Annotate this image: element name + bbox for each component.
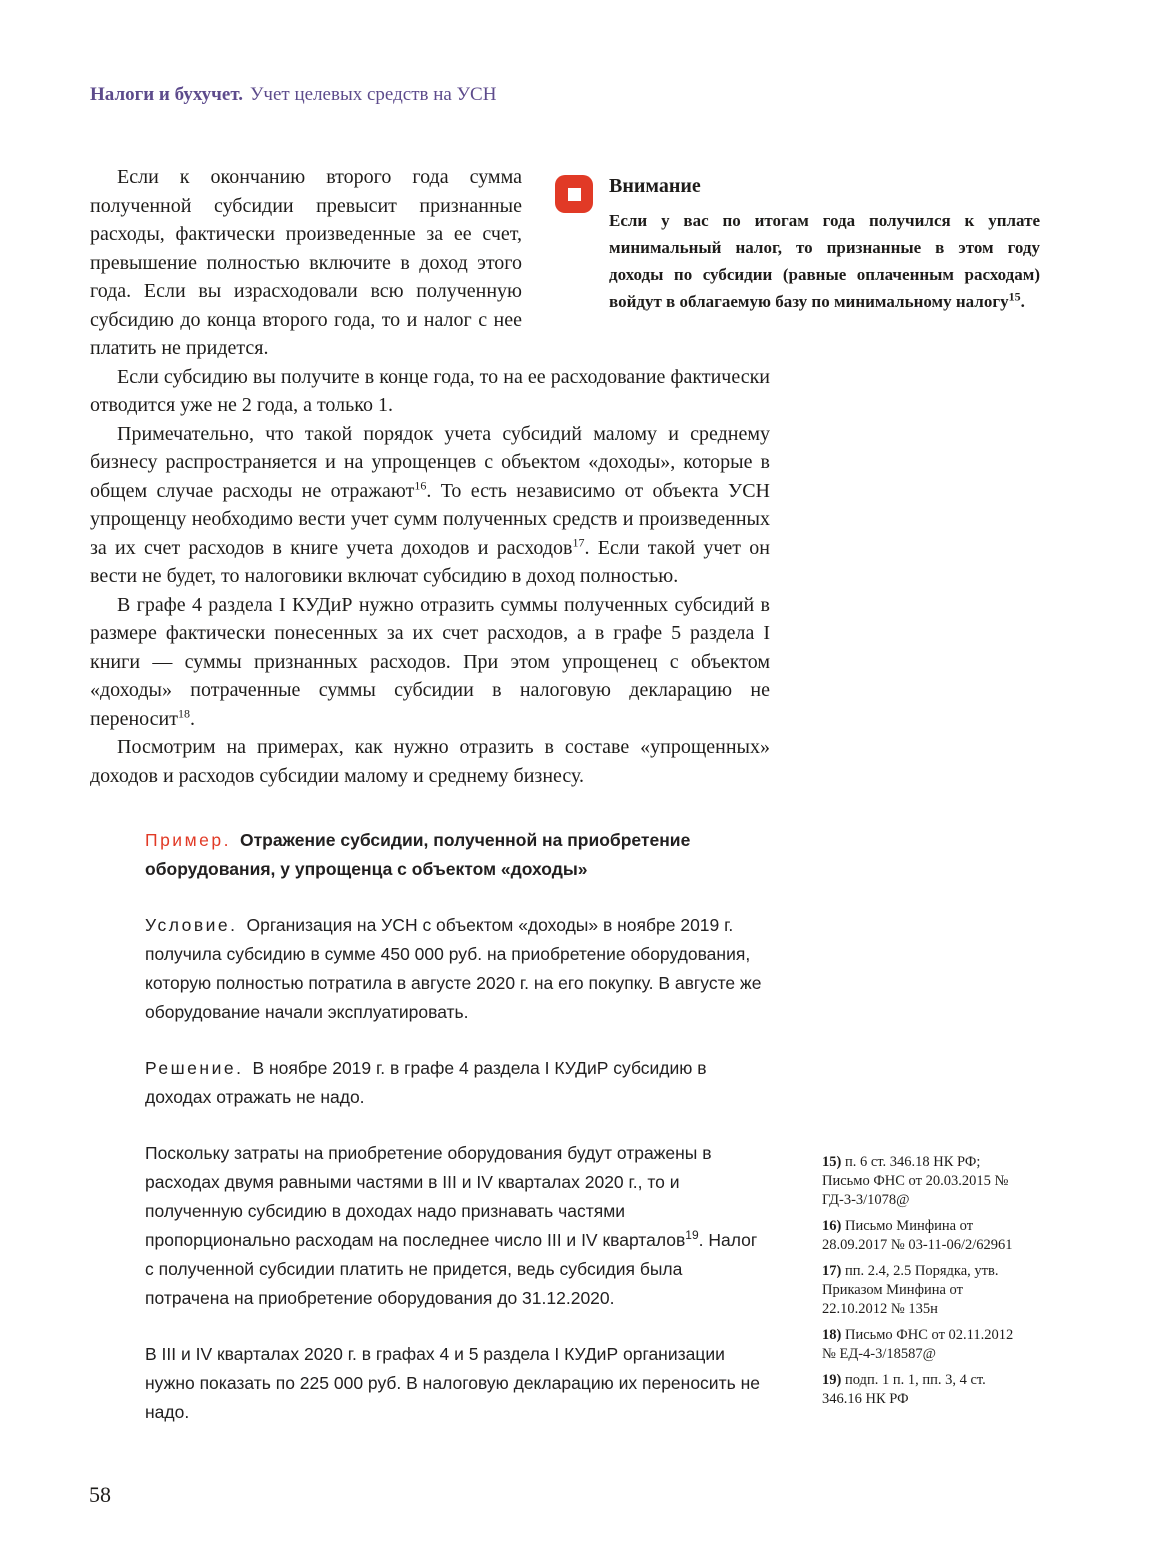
footnote-text: пп. 2.4, 2.5 Порядка, утв. Приказом Минфина от 22.10.2012 № 135н [822,1263,999,1317]
footnote-text: Письмо ФНС от 02.11.2012 № ЕД-4-3/18587@ [822,1327,1014,1362]
paragraph-text: Примечательно, что такой порядок учета субсидий малому и среднему бизнесу распространяется и на упрощенцев с объектом «доходы», которые в общем случае расходы не отражают [90,422,770,502]
paragraph-text: . Если такой учет он вести не будет, то налоговики включат субсидию в доход полностью. [90,536,770,587]
example-solution [145,1054,770,1112]
paragraph [90,420,770,591]
footnotes-column [822,1153,1020,1416]
footnote-number: 15) [822,1154,842,1170]
paragraph-text: . То есть независимо от объекта УСН упрощенцу необходимо вести учет сумм полученных средств и произведенных за их счет расходов в книге учета доходов и расходов [90,479,770,559]
footnote-number: 16) [822,1218,842,1234]
page-number: 58 [89,1482,111,1507]
paragraph [90,591,770,734]
running-head-article: Учет целевых средств на УСН [249,84,497,105]
example-paragraph: В III и IV кварталах 2020 г. в графах 4 и 5 раздела I КУДиР организации нужно показать по 225 000 руб. В налоговую декларацию их переносить не надо. [145,1344,760,1422]
running-head-section: Налоги и бухучет. [90,84,243,105]
attention-icon-inner-square [568,188,581,201]
footnote-ref: 18 [177,705,190,720]
example-title [145,826,770,884]
paragraph-text: В ноябре 2019 г. в графе 4 раздела I КУДиР субсидию в доходах отражать не надо. [145,1058,707,1107]
footnote-number: 19) [822,1372,842,1388]
footnote-text: Письмо Минфина от 28.09.2017 № 03-11-06/2/62961 [822,1218,1013,1253]
paragraph-text: В графе 4 раздела I КУДиР нужно отразить суммы полученных субсидий в размере фактически понесенных за их счет расходов, а в графе 5 раздела I книги — суммы признанных расходов. При этом упрощенец с объектом «доходы» потраченные суммы субсидии в налоговую декларацию не переносит [90,593,770,730]
attention-icon [555,175,593,213]
example-label: Пример. [145,830,231,850]
footnote-text: подп. 1 п. 1, пп. 3, 4 ст. 346.16 НК РФ [822,1372,986,1407]
footnote-text: п. 6 ст. 346.18 НК РФ; Письмо ФНС от 20.03.2015 № ГД-3-3/1078@ [822,1154,1009,1208]
example-solution-label: Решение. [145,1058,244,1078]
paragraph: Если субсидию вы получите в конце года, то на ее расходование фактически отводится уже не 2 года, а только 1. [90,365,770,416]
paragraph-text: . [189,707,195,730]
footnote-item [822,1217,1020,1255]
attention-box [555,163,1040,315]
example-condition [145,911,770,1027]
footnote-item [822,1326,1020,1364]
footnote-item [822,1153,1020,1210]
footnote-item [822,1371,1020,1409]
footnote-item [822,1262,1020,1319]
paragraph-text: . Налог с полученной субсидии платить не придется, ведь субсидия была потрачена на приобретение оборудования до 31.12.2020. [145,1230,758,1308]
example-block [145,826,770,1427]
paragraph-text: Организация на УСН с объектом «доходы» в ноябре 2019 г. получила субсидию в сумме 450 000 руб. на приобретение оборудования, которую полностью потратила в августе 2020 г. на его покупку. В августе же оборудование начали эксплуатировать. [145,915,762,1022]
attention-content [609,175,1040,315]
example-condition-label: Условие. [145,915,238,935]
paragraph-text: Если у вас по итогам года получился к уплате минимальный налог, то признанные в этом году доходы по субсидии (равные оплаченным расходам) войдут в облагаемую базу по минимальному налогу [609,211,1040,311]
paragraph: Если к окончанию второго года сумма полученной субсидии превысит признанные расходы, фактически произведенные за ее счет, превышение полностью включите в доход этого года. Если вы израсходовали всю полученную субсидию до конца второго года, то и налог с нее платить не придется. [90,166,522,359]
footnote-ref: 17 [572,534,585,549]
intro-row [90,163,1040,363]
attention-text [609,207,1040,315]
body-column [90,363,770,791]
example-title-text: Отражение субсидии, полученной на приобретение оборудования, у упрощенца с объектом «доходы» [145,830,691,879]
footnote-ref: 19 [685,1228,699,1243]
footnote-ref: 16 [414,477,427,492]
example-paragraph [145,1139,770,1313]
paragraph-text: Поскольку затраты на приобретение оборудования будут отражены в расходах двумя равными частями в III и IV кварталах 2020 г., то и полученную субсидию в доходах надо признавать частями пропорционально расходам на последнее число III и IV кварталов [145,1143,712,1250]
intro-paragraph-column [90,163,522,363]
attention-title: Внимание [609,175,701,197]
paragraph-text: . [1020,292,1025,311]
paragraph: Посмотрим на примерах, как нужно отразить в составе «упрощенных» доходов и расходов субсидии малому и среднему бизнесу. [90,736,770,787]
footnote-number: 18) [822,1327,842,1343]
running-head [90,84,496,106]
footnote-number: 17) [822,1263,842,1279]
footnote-ref: 15 [1008,289,1021,304]
